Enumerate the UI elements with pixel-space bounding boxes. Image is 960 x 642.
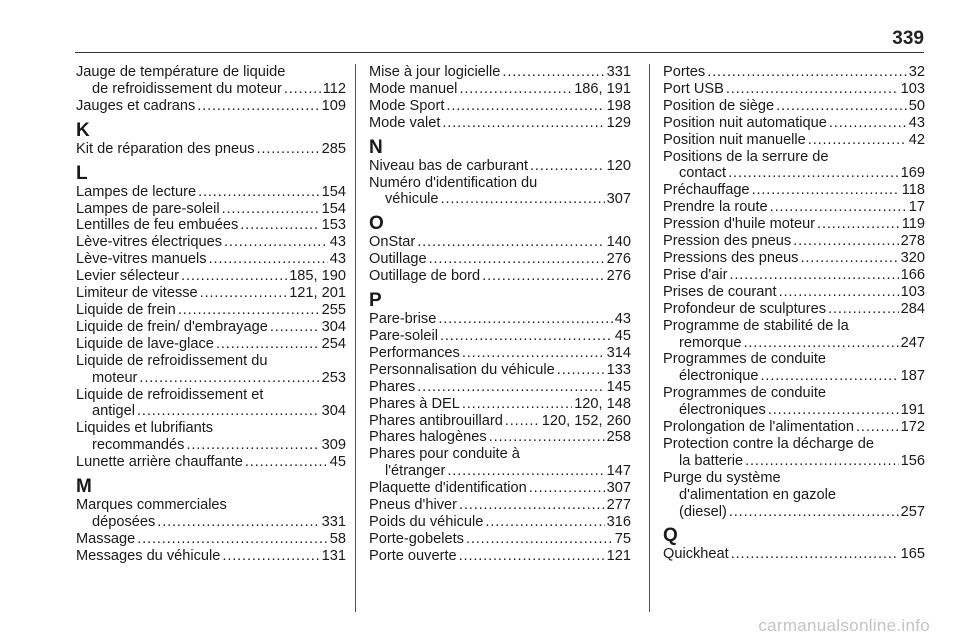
header-rule <box>75 52 924 53</box>
index-entry-pages: 58 <box>329 530 346 547</box>
index-entry-term: Niveau bas de carburant <box>369 157 529 174</box>
index-entry-pages: 129 <box>606 114 631 131</box>
dot-leader <box>447 463 604 480</box>
index-entry-pages: 118 <box>901 182 925 199</box>
index-entry-term: Kit de réparation des pneus <box>76 140 255 157</box>
dot-leader <box>284 81 321 98</box>
index-entry-term: Porte-gobelets <box>369 530 464 547</box>
index-entry <box>663 318 925 352</box>
column-divider <box>355 64 356 612</box>
index-entry <box>663 250 925 267</box>
index-entry-pages: 45 <box>614 327 631 344</box>
index-entry-pages: 120, 148 <box>574 395 631 412</box>
index-entry <box>76 234 346 251</box>
dot-leader <box>216 336 320 353</box>
index-entry-term: Lampes de lecture <box>76 183 197 200</box>
dot-leader <box>856 419 899 436</box>
index-entry-pages: 247 <box>900 334 925 351</box>
index-entry-term: Mode manuel <box>369 80 458 97</box>
dot-leader <box>139 370 319 387</box>
dot-leader <box>270 319 320 336</box>
dot-leader <box>489 429 605 446</box>
index-entry-pages: 314 <box>606 344 631 361</box>
index-entry-pages: 120, 152, 260 <box>541 412 631 429</box>
index-entry <box>663 385 925 419</box>
dot-leader <box>776 98 907 115</box>
index-entry <box>663 419 925 436</box>
index-entry-pages: 119 <box>901 216 925 233</box>
index-entry <box>369 429 631 446</box>
index-entry-pages: 169 <box>900 165 925 182</box>
index-entry <box>76 184 346 201</box>
index-entry <box>369 531 631 548</box>
dot-leader <box>209 251 328 268</box>
index-entry-pages: 145 <box>606 378 631 395</box>
index-entry-term: Profondeur de sculptures <box>663 300 827 317</box>
index-entry <box>76 387 346 421</box>
index-letter-heading: O <box>369 213 384 235</box>
index-entry-pages: 166 <box>900 266 925 283</box>
index-entry-term: Phares <box>369 378 416 395</box>
index-entry <box>76 302 346 319</box>
index-entry-pages: 121 <box>606 547 631 564</box>
index-entry-term: Personnalisation du véhicule <box>369 361 555 378</box>
dot-leader <box>200 285 288 302</box>
index-entry-term: Outillage <box>369 251 427 268</box>
dot-leader <box>462 396 572 413</box>
index-entry-term: Lampes de pare-soleil <box>76 200 220 217</box>
index-entry <box>76 217 346 234</box>
index-entry <box>76 497 346 531</box>
index-entry-pages: 43 <box>614 311 631 328</box>
index-entry <box>663 233 925 250</box>
index-entry <box>663 64 925 81</box>
dot-leader <box>137 531 328 548</box>
index-entry-pages: 276 <box>606 268 631 285</box>
index-entry-term: déposées <box>92 513 156 530</box>
index-entry-pages: 109 <box>321 97 346 114</box>
dot-leader <box>417 379 604 396</box>
index-letter-heading: Q <box>663 525 678 547</box>
dot-leader <box>530 158 605 175</box>
index-entry-first-line: Numéro d'identification du <box>369 174 538 191</box>
index-entry-pages: 153 <box>321 217 346 234</box>
index-entry-term: Lève-vitres manuels <box>76 251 207 268</box>
index-entry <box>76 98 346 115</box>
index-entry-term: Jauges et cadrans <box>76 97 196 114</box>
index-entry-pages: 309 <box>321 437 346 454</box>
index-entry <box>369 497 631 514</box>
index-entry-first-line: Protection contre la décharge de <box>663 435 874 452</box>
dot-leader <box>440 328 613 345</box>
index-entry-pages: 165 <box>900 546 925 563</box>
index-entry <box>663 199 925 216</box>
dot-leader <box>186 437 319 454</box>
dot-leader <box>462 345 605 362</box>
index-entry-term: Portes <box>663 64 706 80</box>
index-entry-term: OnStar <box>369 234 416 251</box>
index-entry-pages: 43 <box>329 234 346 251</box>
dot-leader <box>808 132 907 149</box>
index-entry <box>76 251 346 268</box>
dot-leader <box>257 141 320 158</box>
index-entry-term: Port USB <box>663 80 724 97</box>
index-entry-term: Pression des pneus <box>663 233 792 250</box>
dot-leader <box>446 98 604 115</box>
index-entry-term: Position de siège <box>663 97 775 114</box>
index-entry-term: (diesel) <box>679 503 727 520</box>
index-entry <box>663 301 925 318</box>
index-entry-pages: 285 <box>321 140 346 157</box>
index-entry-first-line: Programmes de conduite <box>663 351 827 368</box>
index-entry <box>663 436 925 470</box>
index-entry-pages: 133 <box>606 361 631 378</box>
dot-leader <box>800 250 898 267</box>
index-entry-first-line: Jauge de température de liquide <box>76 64 286 80</box>
index-entry <box>76 64 346 98</box>
dot-leader <box>793 233 898 250</box>
index-entry-term: Messages du véhicule <box>76 547 221 564</box>
dot-leader <box>482 268 604 285</box>
index-entry-pages: 187 <box>900 368 925 385</box>
dot-leader <box>181 268 287 285</box>
index-entry <box>369 234 631 251</box>
index-entry-term: Quickheat <box>663 546 729 563</box>
index-entry-pages: 45 <box>329 454 346 471</box>
index-letter-heading: L <box>76 162 88 184</box>
index-entry-term: moteur <box>92 369 138 386</box>
index-entry-first-line: Phares pour conduite à <box>369 446 520 463</box>
index-entry-pages: 276 <box>606 251 631 268</box>
index-entry-pages: 331 <box>321 513 346 530</box>
dot-leader <box>459 81 572 98</box>
dot-leader <box>417 234 604 251</box>
index-entry-term: Pneus d'hiver <box>369 497 457 514</box>
index-entry-pages: 320 <box>900 249 925 266</box>
index-entry-term: Pare-brise <box>369 311 437 328</box>
index-entry <box>76 319 346 336</box>
index-letter-heading: M <box>76 476 92 498</box>
dot-leader <box>198 184 320 201</box>
index-entry-term: Limiteur de vitesse <box>76 285 198 302</box>
index-entry <box>76 141 346 158</box>
index-entry <box>76 531 346 548</box>
index-entry-term: Position nuit manuelle <box>663 131 806 148</box>
dot-leader <box>761 368 899 385</box>
index-entry <box>663 216 925 233</box>
index-entry <box>76 268 346 285</box>
index-entry-pages: 131 <box>321 547 346 564</box>
dot-leader <box>745 453 899 470</box>
index-entry-term: Pressions des pneus <box>663 249 799 266</box>
index-entry-term: Liquide de frein/ d'embrayage <box>76 318 268 335</box>
index-entry-term: Poids du véhicule <box>369 513 484 530</box>
index-entry-first-line: Programmes de conduite <box>663 385 827 402</box>
index-entry <box>663 132 925 149</box>
index-entry <box>369 268 631 285</box>
index-entry-pages: 331 <box>606 64 631 80</box>
index-entry <box>663 81 925 98</box>
index-entry-term: Lentilles de feu embuées <box>76 217 239 234</box>
index-entry-first-line: Liquide de refroidissement du <box>76 352 268 369</box>
index-entry-term: de refroidissement du moteur <box>92 80 282 97</box>
index-entry-pages: 198 <box>606 97 631 114</box>
index-entry <box>76 454 346 471</box>
index-entry-first-line: Positions de la serrure de <box>663 148 829 165</box>
dot-leader <box>726 81 899 98</box>
index-letter-heading: K <box>76 119 90 141</box>
index-entry <box>369 345 631 362</box>
index-entry-pages: 254 <box>321 335 346 352</box>
index-entry-pages: 304 <box>321 403 346 420</box>
index-entry-pages: 140 <box>606 234 631 251</box>
index-entry <box>369 379 631 396</box>
dot-leader <box>707 64 907 81</box>
index-entry-term: contact <box>679 165 727 182</box>
index-entry <box>76 548 346 565</box>
index-entry-pages: 120 <box>606 157 631 174</box>
index-column-1 <box>76 64 346 565</box>
index-entry <box>369 413 631 430</box>
index-column-2 <box>369 64 631 565</box>
dot-leader <box>157 514 319 531</box>
index-entry-pages: 50 <box>908 97 925 114</box>
index-entry-term: recommandés <box>92 437 185 454</box>
dot-leader <box>240 217 319 234</box>
index-entry-pages: 185, 190 <box>289 268 346 285</box>
dot-leader <box>529 480 605 497</box>
index-entry-term: la batterie <box>679 452 744 469</box>
index-entry <box>369 158 631 175</box>
index-letter-heading: N <box>369 136 383 158</box>
index-entry-term: Performances <box>369 344 460 361</box>
index-entry <box>663 284 925 301</box>
column-divider <box>649 64 650 612</box>
index-entry-pages: 284 <box>900 300 925 317</box>
index-entry-term: Liquide de lave-glace <box>76 335 214 352</box>
index-entry-term: Porte ouverte <box>369 547 457 564</box>
index-entry-pages: 316 <box>606 513 631 530</box>
index-column-3 <box>663 64 925 563</box>
index-entry <box>369 81 631 98</box>
dot-leader <box>770 199 907 216</box>
index-entry <box>76 353 346 387</box>
index-entry-pages: 304 <box>321 318 346 335</box>
index-entry-pages: 103 <box>900 283 925 300</box>
dot-leader <box>197 98 319 115</box>
index-entry-term: Phares halogènes <box>369 429 487 446</box>
dot-leader <box>441 191 605 208</box>
dot-leader <box>779 284 899 301</box>
index-entry <box>663 115 925 132</box>
index-entry-first-line: Purge du système <box>663 469 781 486</box>
index-entry <box>663 546 925 563</box>
index-entry-term: Mise à jour logicielle <box>369 64 501 80</box>
dot-leader <box>485 514 604 531</box>
index-entry-term: Phares à DEL <box>369 395 460 412</box>
index-entry-term: Levier sélecteur <box>76 268 180 285</box>
index-entry-term: remorque <box>679 334 742 351</box>
dot-leader <box>459 548 605 565</box>
index-entry-pages: 172 <box>900 419 925 436</box>
index-entry-pages: 112 <box>322 80 346 97</box>
dot-leader <box>731 546 899 563</box>
dot-leader <box>768 402 899 419</box>
index-entry-term: électronique <box>679 368 759 385</box>
dot-leader <box>245 454 328 471</box>
index-entry-pages: 258 <box>606 429 631 446</box>
index-entry-term: Lève-vitres électriques <box>76 234 223 251</box>
index-entry <box>369 514 631 531</box>
index-entry-pages: 154 <box>321 200 346 217</box>
index-entry-term: Préchauffage <box>663 182 750 199</box>
dot-leader <box>729 267 898 284</box>
index-entry-pages: 156 <box>900 452 925 469</box>
index-entry <box>663 470 925 521</box>
dot-leader <box>743 335 898 352</box>
index-entry-term: Mode Sport <box>369 97 445 114</box>
dot-leader <box>505 413 540 430</box>
index-entry <box>369 446 631 480</box>
index-entry-term: l'étranger <box>385 463 446 480</box>
watermark: carmanualsonline.info <box>758 616 930 635</box>
index-entry-pages: 147 <box>606 463 631 480</box>
index-entry-term: Prise d'air <box>663 266 728 283</box>
index-entry <box>663 182 925 199</box>
index-entry <box>369 396 631 413</box>
index-entry-first-line: Liquide de refroidissement et <box>76 386 264 403</box>
index-entry-pages: 121, 201 <box>289 285 346 302</box>
index-entry-pages: 17 <box>908 199 925 216</box>
index-entry-continuation: d'alimentation en gazole <box>679 486 836 503</box>
index-entry-pages: 255 <box>321 301 346 318</box>
index-entry-term: Position nuit automatique <box>663 114 827 131</box>
index-entry <box>76 201 346 218</box>
index-entry <box>76 285 346 302</box>
index-entry-term: Pare-soleil <box>369 327 438 344</box>
index-entry-term: véhicule <box>385 191 439 208</box>
index-entry <box>663 351 925 385</box>
dot-leader <box>442 115 604 132</box>
dot-leader <box>817 216 900 233</box>
index-entry-term: Pression d'huile moteur <box>663 216 816 233</box>
dot-leader <box>828 301 899 318</box>
index-entry <box>369 175 631 209</box>
index-entry-pages: 257 <box>900 503 925 520</box>
index-entry <box>369 311 631 328</box>
index-entry <box>663 98 925 115</box>
dot-leader <box>557 362 605 379</box>
dot-leader <box>222 548 319 565</box>
dot-leader <box>178 302 320 319</box>
index-entry-term: Mode valet <box>369 114 441 131</box>
index-entry-pages: 307 <box>606 480 631 497</box>
index-entry <box>369 480 631 497</box>
index-entry-first-line: Marques commerciales <box>76 497 227 514</box>
dot-leader <box>429 251 605 268</box>
dot-leader <box>137 403 320 420</box>
index-entry <box>663 267 925 284</box>
index-entry <box>369 328 631 345</box>
index-entry-term: Prises de courant <box>663 283 777 300</box>
index-entry-first-line: Programme de stabilité de la <box>663 317 849 334</box>
index-entry-pages: 186, 191 <box>574 80 631 97</box>
dot-leader <box>729 504 899 521</box>
index-entry-term: Prolongation de l'alimentation <box>663 419 855 436</box>
index-entry <box>76 336 346 353</box>
index-entry-term: électroniques <box>679 402 766 419</box>
index-entry <box>663 149 925 183</box>
index-entry-pages: 191 <box>900 402 925 419</box>
index-entry-term: Plaquette d'identification <box>369 480 527 497</box>
index-entry-pages: 154 <box>321 183 346 200</box>
index-entry-pages: 277 <box>606 497 631 514</box>
index-entry-pages: 43 <box>329 251 346 268</box>
index-entry-first-line: Liquides et lubrifiants <box>76 420 214 437</box>
index-entry <box>369 362 631 379</box>
dot-leader <box>752 182 900 199</box>
index-entry-pages: 253 <box>321 369 346 386</box>
index-entry <box>369 98 631 115</box>
index-entry-pages: 75 <box>614 530 631 547</box>
dot-leader <box>728 165 899 182</box>
index-entry-pages: 103 <box>900 80 925 97</box>
index-entry-term: Phares antibrouillard <box>369 412 503 429</box>
index-entry <box>369 64 631 81</box>
index-entry <box>369 251 631 268</box>
dot-leader <box>829 115 907 132</box>
dot-leader <box>466 531 613 548</box>
dot-leader <box>459 497 605 514</box>
index-entry-term: antigel <box>92 403 136 420</box>
index-entry-term: Outillage de bord <box>369 268 481 285</box>
index-entry-term: Liquide de frein <box>76 301 176 318</box>
index-entry-pages: 42 <box>908 131 925 148</box>
index-entry <box>76 420 346 454</box>
index-entry-term: Lunette arrière chauffante <box>76 454 243 471</box>
dot-leader <box>222 201 320 218</box>
index-letter-heading: P <box>369 290 382 312</box>
index-entry-term: Prendre la route <box>663 199 768 216</box>
page-number: 339 <box>892 28 924 49</box>
dot-leader <box>438 311 612 328</box>
dot-leader <box>502 64 604 81</box>
index-entry-pages: 32 <box>908 64 925 80</box>
dot-leader <box>224 234 328 251</box>
index-entry <box>369 115 631 132</box>
index-entry-pages: 307 <box>606 191 631 208</box>
index-entry-pages: 278 <box>900 233 925 250</box>
index-entry-pages: 43 <box>908 114 925 131</box>
index-entry-term: Massage <box>76 530 136 547</box>
index-entry <box>369 548 631 565</box>
